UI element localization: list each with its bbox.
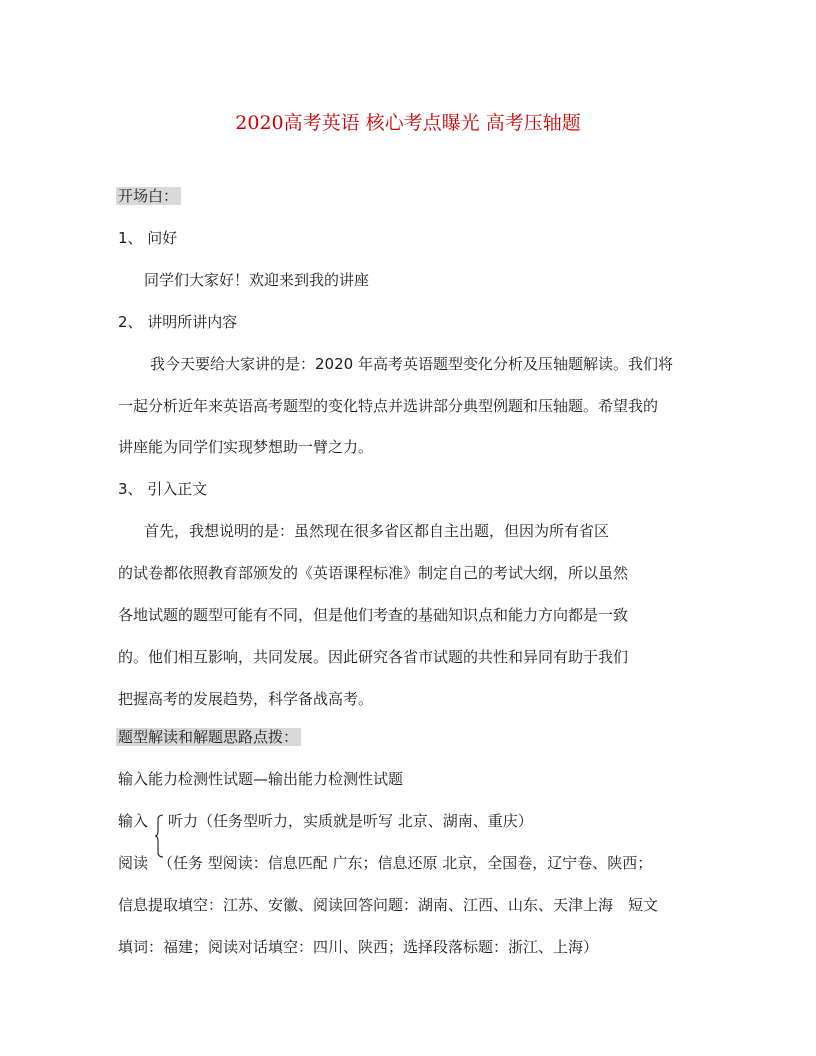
item3-heading: 3、 引入正文: [118, 480, 208, 498]
item2-line: 一起分析近年来英语高考题型的变化特点并选讲部分典型例题和压轴题。希望我的: [118, 397, 659, 415]
section2-heading-text: 题型解读和解题思路点拨：: [116, 728, 301, 746]
reading-line: 填词：福建；阅读对话填空：四川、陕西；选择段落标题：浙江、上海）: [118, 938, 599, 956]
reading-label: 阅读: [118, 854, 149, 872]
opening-heading-text: 开场白：: [116, 187, 181, 205]
item3-line: 的。他们相互影响，共同发展。因此研究各省市试题的共性和异同有助于我们: [118, 648, 629, 666]
section2-subheading: 输入能力检测性试题—输出能力检测性试题: [118, 770, 404, 788]
input-label: 输入: [118, 812, 149, 830]
item2-heading: 2、 讲明所讲内容: [118, 313, 238, 331]
reading-line: （任务 型阅读：信息匹配 广东；信息还原 北京，全国卷，辽宁卷、陕西；: [158, 854, 653, 872]
document-title: 2020高考英语 核心考点曝光 高考压轴题: [235, 112, 581, 134]
item3-line: 各地试题的题型可能有不同，但是他们考查的基础知识点和能力方向都是一致: [118, 606, 629, 624]
item1-heading: 1、 问好: [118, 229, 178, 247]
opening-heading: [118, 185, 181, 207]
listening-text: 听力（任务型听力，实质就是听写 北京、湖南、重庆）: [168, 812, 533, 830]
item3-line: 把握高考的发展趋势，科学备战高考。: [118, 690, 374, 708]
section2-heading: [118, 726, 301, 748]
item2-line: 我今天要给大家讲的是：2020 年高考英语题型变化分析及压轴题解读。我们将: [150, 355, 673, 373]
reading-line: 信息提取填空：江苏、安徽、阅读回答问题：湖南、江西、山东、天津上海 短文: [118, 896, 659, 914]
item3-line: 首先，我想说明的是：虽然现在很多省区都自主出题，但因为所有省区: [144, 522, 610, 540]
item1-text: 同学们大家好！欢迎来到我的讲座: [144, 271, 370, 289]
item2-line: 讲座能为同学们实现梦想助一臂之力。: [118, 438, 374, 456]
item3-line: 的试卷都依照教育部颁发的《英语课程标准》制定自己的考试大纲，所以虽然: [118, 564, 629, 582]
